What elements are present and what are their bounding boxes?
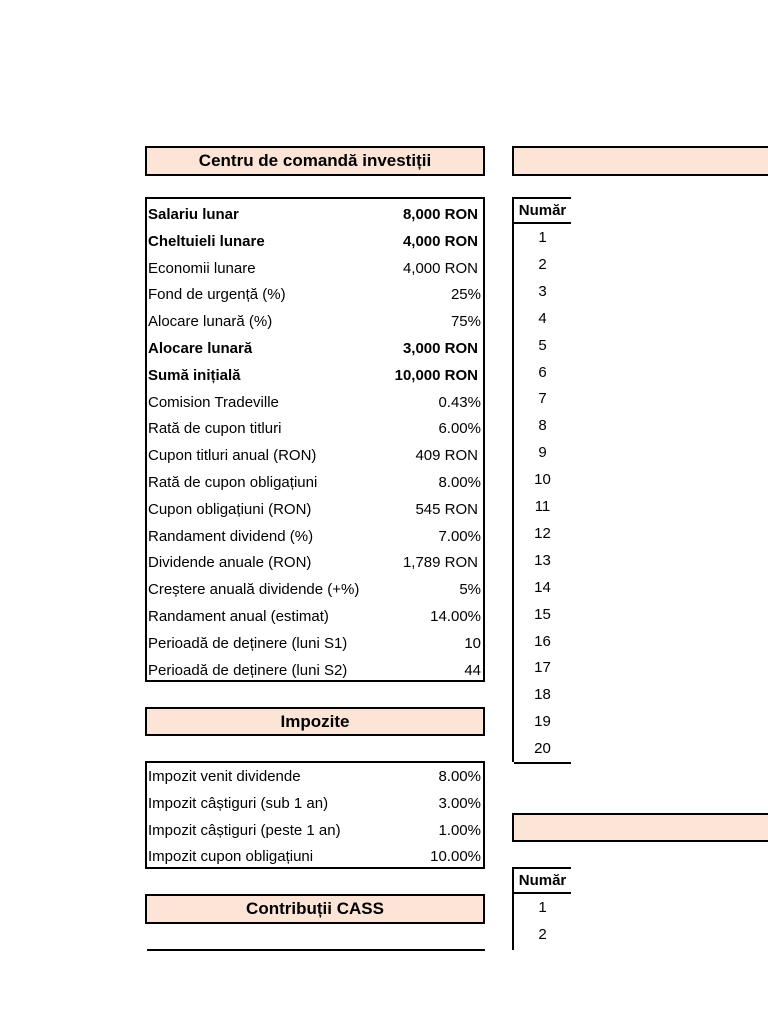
invest-row [147,228,483,255]
tax-row-label: Impozit câștiguri (sub 1 an) [148,794,329,812]
tax-row [147,763,483,790]
invest-row-label: Cupon obligațiuni (RON) [148,500,312,518]
invest-row-value: 4,000 RON [402,259,478,277]
tax-row-label: Impozit venit dividende [148,768,301,785]
invest-row-value: 75% [450,313,481,331]
invest-row [147,415,483,442]
number-cell: 17 [534,659,551,677]
cass-header [145,894,485,924]
number-cell: 3 [538,282,547,300]
invest-row-value: 6.00% [438,420,481,438]
invest-row-label: Alocare lunară (%) [148,313,273,331]
number-cell: 16 [534,632,551,650]
invest-row-value: 545 RON [415,500,478,518]
number-cell: 8 [538,417,547,435]
taxes-header [145,707,485,736]
invest-row-label: Sumă inițială [148,366,241,384]
number-cell: 1 [538,899,547,916]
invest-row [147,549,483,576]
number-cell: 9 [538,444,547,462]
invest-row [147,308,483,335]
invest-row-label: Perioadă de deținere (luni S2) [148,661,348,679]
invest-header [145,146,485,176]
cass-table-top-border [147,949,485,951]
number-cell: 18 [534,686,551,704]
number-cell: 14 [534,578,551,596]
invest-row [147,657,483,684]
invest-row-value: 8.00% [438,474,481,491]
invest-row [147,335,483,362]
tax-row-label: Impozit câștiguri (peste 1 an) [148,821,341,839]
invest-row-value: 1,789 RON [402,554,478,572]
invest-row-value: 14.00% [430,608,481,625]
invest-row [147,362,483,389]
tax-row-value: 10.00% [430,848,481,866]
taxes-table [145,761,485,869]
invest-row-label: Creștere anuală dividende (+%) [148,581,360,599]
tax-row [147,843,483,870]
invest-row-value: 10,000 RON [394,366,478,384]
invest-row [147,255,483,282]
invest-row-label: Comision Tradeville [148,393,279,411]
invest-row [147,523,483,550]
invest-row-value: 4,000 RON [402,232,478,250]
invest-row-value: 10 [464,634,481,652]
invest-row-label: Fond de urgență (%) [148,286,286,304]
number-cell: 6 [538,363,547,381]
invest-row-value: 5% [459,581,481,599]
invest-row [147,576,483,603]
tax-row [147,817,483,844]
invest-row [147,469,483,496]
number-cell: 7 [538,390,547,408]
invest-row-label: Cupon titluri anual (RON) [148,447,317,465]
invest-row-label: Cheltuieli lunare [148,232,265,250]
number-cell: 10 [534,471,551,489]
invest-row-label: Salariu lunar [148,206,239,223]
number-column-header: Număr [514,867,571,894]
invest-row-label: Perioadă de deținere (luni S1) [148,634,348,652]
invest-row [147,496,483,523]
invest-row-label: Economii lunare [148,259,256,277]
invest-row [147,603,483,630]
invest-row [147,281,483,308]
invest-row-label: Dividende anuale (RON) [148,554,312,572]
invest-row-label: Rată de cupon obligațiuni [148,474,318,491]
number-cell: 1 [538,229,547,246]
number-cell: 4 [538,309,547,327]
right-header-strip-2 [512,813,768,842]
invest-row-value: 7.00% [438,527,481,545]
number-column-bottom-border [514,762,571,764]
taxes-title: Impozite [280,712,350,731]
invest-row [147,389,483,416]
invest-table [145,197,485,682]
number-cell: 5 [538,336,547,354]
tax-row-value: 1.00% [438,821,481,839]
invest-row-value: 44 [464,661,481,679]
invest-row [147,201,483,228]
invest-title: Centru de comandă investiții [198,151,432,170]
number-cell: 20 [534,740,551,758]
invest-row-value: 3,000 RON [402,340,478,357]
invest-row-value: 409 RON [415,447,478,465]
number-cell: 15 [534,605,551,623]
tax-row [147,790,483,817]
tax-row-value: 8.00% [438,768,481,785]
invest-row [147,442,483,469]
number-cell: 2 [538,925,547,943]
invest-row-label: Randament anual (estimat) [148,608,329,625]
invest-row [147,630,483,657]
number-cell: 12 [534,524,551,542]
tax-row-value: 3.00% [438,794,481,812]
number-column-1 [512,197,571,762]
invest-row-value: 8,000 RON [402,206,478,223]
number-column-header: Număr [514,197,571,224]
invest-row-label: Rată de cupon titluri [148,420,282,438]
invest-row-value: 0.43% [438,393,481,411]
cass-title: Contribuții CASS [246,899,384,918]
number-column-2 [512,867,571,950]
number-cell: 13 [534,551,551,569]
invest-row-label: Randament dividend (%) [148,527,314,545]
invest-row-value: 25% [450,286,481,304]
invest-row-label: Alocare lunară [148,340,253,357]
tax-row-label: Impozit cupon obligațiuni [148,848,314,866]
number-cell: 19 [534,713,551,731]
number-cell: 2 [538,255,547,273]
right-header-strip-1 [512,146,768,176]
number-cell: 11 [534,498,551,515]
